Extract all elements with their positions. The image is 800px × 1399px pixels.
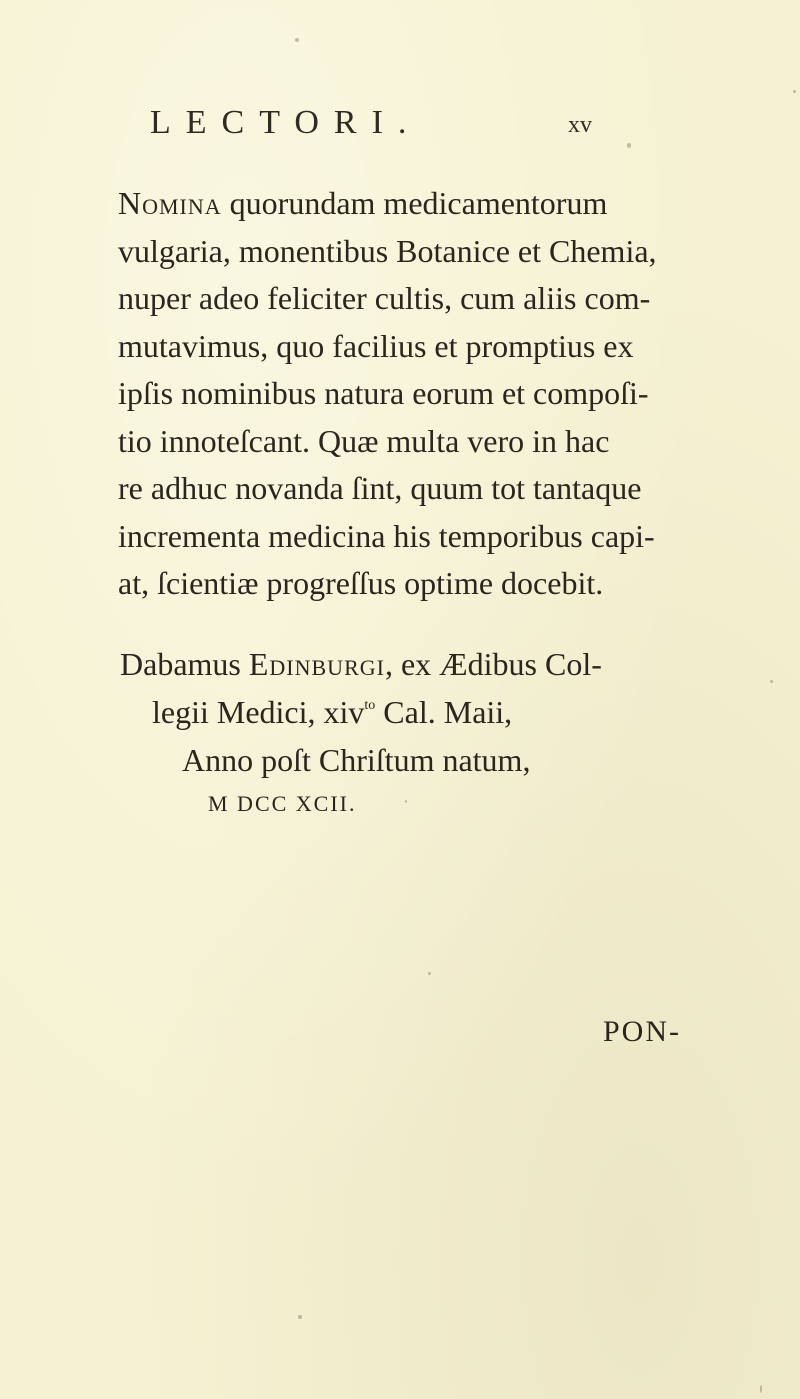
paper-speck: [405, 800, 407, 803]
paragraph-line: [118, 180, 748, 228]
paper-speck: [793, 90, 796, 93]
paragraph-line-text: quorundam medicamentorum: [221, 185, 608, 221]
running-head: [150, 104, 630, 154]
dateline-line-3: Anno poſt Chriſtum natum,: [182, 742, 531, 778]
ordinal-superscript: to: [364, 698, 376, 713]
paragraph-line: re adhuc novanda ſint, quum tot tantaque: [118, 470, 642, 506]
dateline-text: legii Medici, xiv: [152, 694, 365, 730]
paragraph-line: at, ſcientiæ progreſſus optime docebit.: [118, 565, 604, 601]
catchword: PON-: [603, 1015, 682, 1048]
paragraph-line: incrementa medicina his temporibus capi-: [118, 517, 655, 554]
dateline-end: , ex Ædibus Col-: [384, 646, 602, 682]
paragraph-line: nuper adeo feliciter cultis, cum aliis com-: [118, 280, 651, 316]
dateline: [120, 640, 602, 824]
paragraph-line: vulgaria, monentibus Botanice et Chemia,: [118, 232, 657, 269]
place-name: Edinburgi: [248, 646, 385, 682]
paper-speck: [627, 143, 631, 148]
running-title: LECTORI.: [150, 104, 422, 141]
opening-word: Nomina: [118, 185, 222, 221]
paper-speck: [770, 680, 773, 683]
page-number: xv: [568, 112, 592, 138]
paper-speck: [295, 38, 299, 42]
dateline-line-1: [120, 640, 602, 688]
dateline-start: Dabamus: [120, 646, 249, 682]
paper-speck: [428, 972, 431, 975]
paragraph-line: ipſis nominibus natura eorum et compoſi-: [118, 375, 649, 411]
paper-speck: [298, 1315, 302, 1319]
paragraph-line: mutavimus, quo facilius et promptius ex: [118, 327, 634, 364]
dateline-line-2: [120, 688, 602, 736]
paragraph-line: tio innoteſcant. Quæ multa vero in hac: [118, 422, 610, 459]
dateline-year: M DCC XCII.: [208, 791, 357, 816]
preface-paragraph: [118, 180, 748, 608]
paper-speck: [760, 1385, 762, 1393]
dateline-text: Cal. Maii,: [375, 694, 513, 730]
